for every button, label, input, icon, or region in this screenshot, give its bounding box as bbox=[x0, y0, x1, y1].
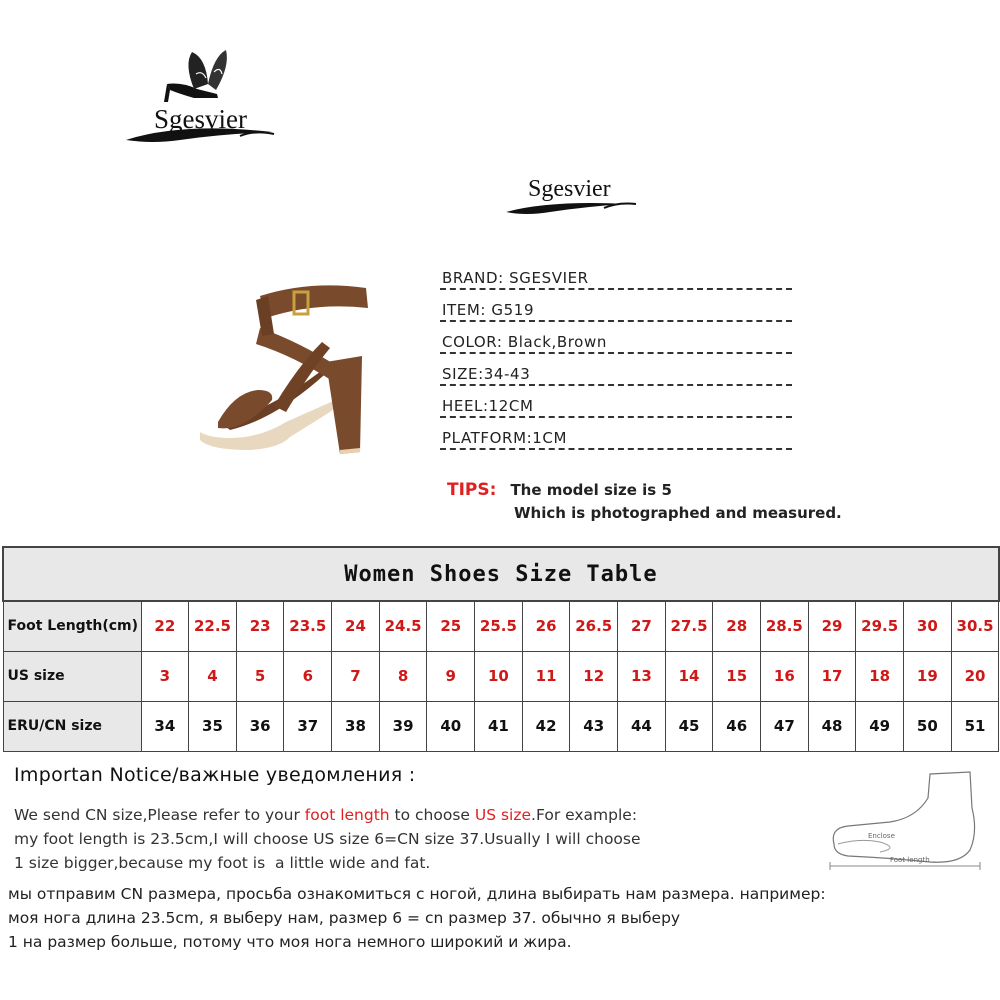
size-cell: 6 bbox=[284, 651, 332, 701]
size-cell: 23.5 bbox=[284, 601, 332, 651]
size-cell: 8 bbox=[379, 651, 427, 701]
size-cell: 35 bbox=[189, 701, 237, 751]
highlight-foot-length: foot length bbox=[304, 806, 390, 824]
size-cell: 48 bbox=[808, 701, 856, 751]
size-cell: 29.5 bbox=[856, 601, 904, 651]
butterfly-heel-icon bbox=[122, 44, 282, 154]
size-cell: 38 bbox=[332, 701, 380, 751]
size-cell: 27.5 bbox=[665, 601, 713, 651]
size-cell: 3 bbox=[141, 651, 189, 701]
row-header: US size bbox=[3, 651, 141, 701]
size-cell: 18 bbox=[856, 651, 904, 701]
table-row bbox=[3, 651, 999, 701]
size-cell: 22 bbox=[141, 601, 189, 651]
size-cell: 47 bbox=[761, 701, 809, 751]
size-cell: 29 bbox=[808, 601, 856, 651]
size-cell: 34 bbox=[141, 701, 189, 751]
table-row bbox=[3, 701, 999, 751]
size-cell: 25.5 bbox=[475, 601, 523, 651]
size-cell: 50 bbox=[904, 701, 952, 751]
size-cell: 10 bbox=[475, 651, 523, 701]
size-cell: 36 bbox=[236, 701, 284, 751]
notice-en-line3: 1 size bigger,because my foot is a little wide and fat. bbox=[14, 854, 431, 872]
size-cell: 15 bbox=[713, 651, 761, 701]
size-cell: 26 bbox=[522, 601, 570, 651]
row-header: Foot Length(cm) bbox=[3, 601, 141, 651]
notice-en-line2: my foot length is 23.5cm,I will choose US size 6=CN size 37.Usually I will choose bbox=[14, 830, 641, 848]
size-table-title: Women Shoes Size Table bbox=[3, 547, 999, 601]
spec-item: ITEM: G519 bbox=[440, 298, 792, 330]
foot-measurement-diagram bbox=[820, 768, 990, 878]
table-row bbox=[3, 601, 999, 651]
row-header: ERU/CN size bbox=[3, 701, 141, 751]
notice-russian bbox=[8, 882, 826, 954]
size-cell: 43 bbox=[570, 701, 618, 751]
size-cell: 4 bbox=[189, 651, 237, 701]
size-cell: 13 bbox=[618, 651, 666, 701]
size-cell: 30.5 bbox=[951, 601, 999, 651]
size-cell: 37 bbox=[284, 701, 332, 751]
spec-platform: PLATFORM:1CM bbox=[440, 426, 792, 458]
tips-label: TIPS: bbox=[447, 480, 497, 500]
spec-brand: BRAND: SGESVIER bbox=[440, 266, 792, 298]
size-cell: 42 bbox=[522, 701, 570, 751]
size-cell: 49 bbox=[856, 701, 904, 751]
size-cell: 12 bbox=[570, 651, 618, 701]
size-cell: 45 bbox=[665, 701, 713, 751]
sandal-image bbox=[190, 272, 390, 462]
size-cell: 39 bbox=[379, 701, 427, 751]
size-cell: 5 bbox=[236, 651, 284, 701]
size-cell: 19 bbox=[904, 651, 952, 701]
size-cell: 9 bbox=[427, 651, 475, 701]
size-cell: 24 bbox=[332, 601, 380, 651]
spec-size: SIZE:34-43 bbox=[440, 362, 792, 394]
size-cell: 7 bbox=[332, 651, 380, 701]
foot-label-enclose: Enclose bbox=[868, 832, 895, 840]
size-cell: 25 bbox=[427, 601, 475, 651]
notice-ru-line3: 1 на размер больше, потому что моя нога немного широкий и жира. bbox=[8, 933, 572, 951]
notice-title: Importan Notice/важные уведомления : bbox=[14, 764, 416, 786]
size-cell: 40 bbox=[427, 701, 475, 751]
notice-english: We send CN size,Please refer to your foot length to choose US size.For example: my foot length is 23.5cm,I will choose US size 6=CN size 37.Usually I will choose 1 size bigger,because my foot is a little wide and fat. bbox=[14, 803, 641, 875]
size-cell: 51 bbox=[951, 701, 999, 751]
tips-line2: Which is photographed and measured. bbox=[514, 504, 842, 522]
size-cell: 44 bbox=[618, 701, 666, 751]
tips bbox=[447, 480, 842, 522]
size-cell: 20 bbox=[951, 651, 999, 701]
size-cell: 28.5 bbox=[761, 601, 809, 651]
size-cell: 46 bbox=[713, 701, 761, 751]
size-cell: 41 bbox=[475, 701, 523, 751]
spec-heel: HEEL:12CM bbox=[440, 394, 792, 426]
size-cell: 28 bbox=[713, 601, 761, 651]
size-table bbox=[2, 546, 1000, 752]
brand-name: Sgesvier bbox=[528, 176, 611, 202]
tips-line1: The model size is 5 bbox=[510, 481, 672, 499]
size-cell: 27 bbox=[618, 601, 666, 651]
size-cell: 22.5 bbox=[189, 601, 237, 651]
brand-name: Sgesvier bbox=[154, 104, 247, 134]
size-cell: 23 bbox=[236, 601, 284, 651]
size-cell: 24.5 bbox=[379, 601, 427, 651]
notice-ru-line1: мы отправим CN размера, просьба ознакомиться с ногой, длина выбирать нам размера. например: bbox=[8, 885, 826, 903]
size-cell: 16 bbox=[761, 651, 809, 701]
foot-label-length: Foot length bbox=[890, 856, 930, 864]
size-cell: 30 bbox=[904, 601, 952, 651]
size-cell: 14 bbox=[665, 651, 713, 701]
highlight-us-size: US size bbox=[474, 806, 532, 824]
product-specs bbox=[440, 266, 792, 458]
notice-ru-line2: моя нога длина 23.5cm, я выберу нам, размер 6 = cn размер 37. обычно я выберу bbox=[8, 909, 681, 927]
size-cell: 26.5 bbox=[570, 601, 618, 651]
size-cell: 11 bbox=[522, 651, 570, 701]
brand-logo-secondary bbox=[500, 170, 640, 220]
size-cell: 17 bbox=[808, 651, 856, 701]
brand-logo-primary bbox=[122, 44, 282, 154]
spec-color: COLOR: Black,Brown bbox=[440, 330, 792, 362]
